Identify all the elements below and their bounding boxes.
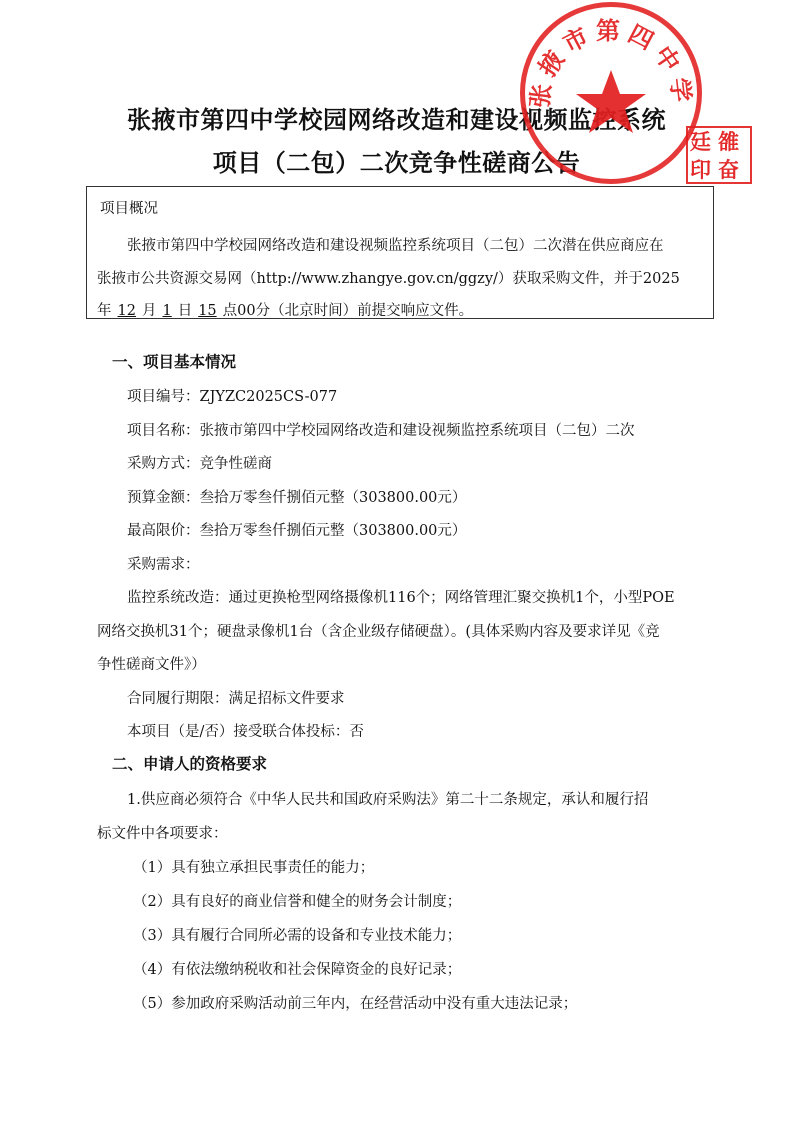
contract-period: 合同履行期限：满足招标文件要求 <box>127 691 345 707</box>
qualification-item: （4）有依法缴纳税收和社会保障资金的良好记录； <box>133 962 462 978</box>
name-seal-char: 印 <box>690 158 711 182</box>
qualification-intro-line1: 1.供应商必须符合《中华人民共和国政府采购法》第二十二条规定，承认和履行招 <box>127 792 649 808</box>
max-price: 最高限价：叁拾万零叁仟捌佰元整（303800.00元） <box>127 523 467 539</box>
name-seal-char: 廷 <box>690 130 711 154</box>
needs-line3: 争性磋商文件》） <box>97 657 206 673</box>
overview-line1: 张掖市第四中学校园网络改造和建设视频监控系统项目（二包）二次潜在供应商应在 <box>127 238 664 254</box>
page-title-line1: 张掖市第四中学校园网络改造和建设视频监控系统 <box>127 106 666 134</box>
section2-heading: 二、申请人的资格要求 <box>112 755 268 773</box>
qualification-item: （1）具有独立承担民事责任的能力； <box>133 860 375 876</box>
deadline-rest: 点00分（北京时间）前提交响应文件。 <box>222 303 474 319</box>
official-seal <box>520 2 700 182</box>
consortium-bidding: 本项目（是/否）接受联合体投标：否 <box>127 724 364 740</box>
project-name: 项目名称：张掖市第四中学校园网络改造和建设视频监控系统项目（二包）二次 <box>127 423 635 439</box>
qualification-item: （5）参加政府采购活动前三年内，在经营活动中没有重大违法记录； <box>133 996 578 1012</box>
overview-line2: 张掖市公共资源交易网（http://www.zhangye.gov.cn/ggzy/）获取采购文件，并于2025 <box>97 271 680 287</box>
seal-star-icon <box>520 2 702 184</box>
deadline-year-char: 年 <box>97 303 112 319</box>
name-seal-char: 奋 <box>718 158 739 182</box>
deadline-day-char: 日 <box>177 303 193 319</box>
deadline-month-char: 月 <box>141 303 157 319</box>
procurement-method: 采购方式：竞争性磋商 <box>127 456 272 472</box>
qualification-intro-line2: 标文件中各项要求： <box>97 826 228 842</box>
qualification-item: （2）具有良好的商业信誉和健全的财务会计制度； <box>133 894 462 910</box>
deadline-day: 1 <box>162 303 172 319</box>
needs-label: 采购需求： <box>127 557 200 573</box>
section1-heading: 一、项目基本情况 <box>112 353 237 371</box>
overview-deadline <box>97 299 473 320</box>
needs-line2: 网络交换机31个；硬盘录像机1台（含企业级存储硬盘）。(具体采购内容及要求详见《竞 <box>97 624 660 640</box>
deadline-month: 12 <box>117 303 136 319</box>
overview-heading: 项目概况 <box>100 201 158 217</box>
project-number: 项目编号：ZJYZC2025CS-077 <box>127 389 338 405</box>
qualification-item: （3）具有履行合同所必需的设备和专业技术能力； <box>133 928 462 944</box>
name-seal-char: 雒 <box>718 130 739 154</box>
page-title-line2: 项目（二包）二次竞争性磋商公告 <box>212 149 581 177</box>
deadline-hour: 15 <box>198 303 217 319</box>
needs-line1: 监控系统改造：通过更换枪型网络摄像机116个；网络管理汇聚交换机1个，小型POE <box>127 590 675 606</box>
seal-arc-text: 张掖市第四中学 <box>525 16 697 110</box>
budget-amount: 预算金额：叁拾万零叁仟捌佰元整（303800.00元） <box>127 490 467 506</box>
